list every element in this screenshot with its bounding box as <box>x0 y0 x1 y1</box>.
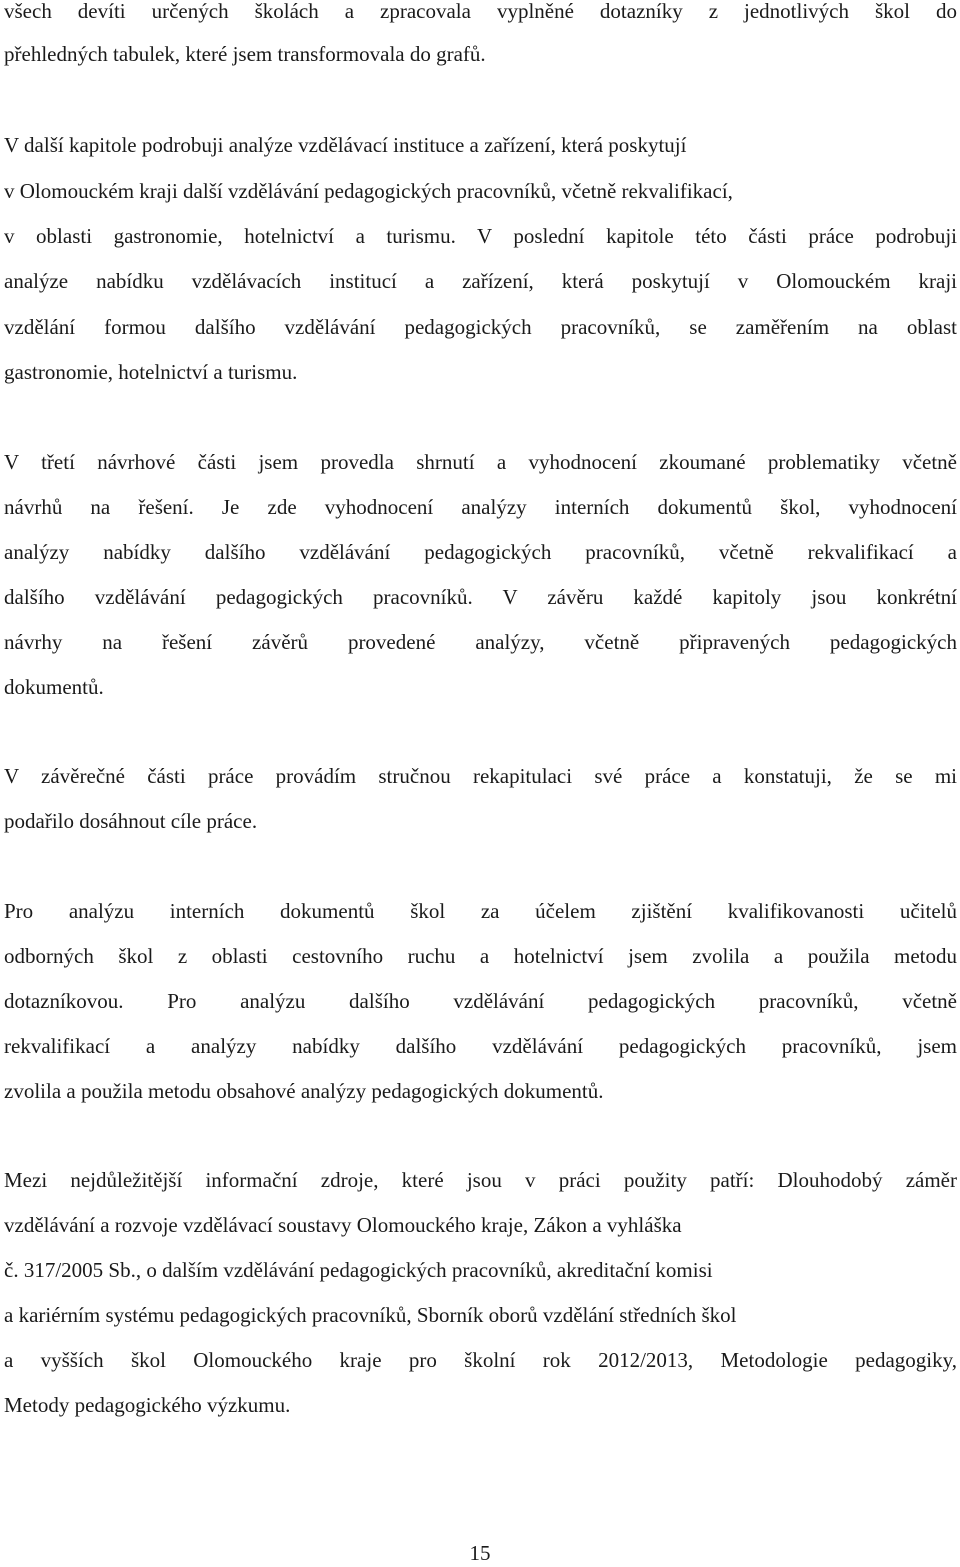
text-line: č. 317/2005 Sb., o dalším vzdělávání pedagogických pracovníků, akreditační komisi <box>4 1258 713 1282</box>
text-line: a kariérním systému pedagogických pracovníků, Sborník oborů vzdělání středních škol <box>4 1303 737 1327</box>
text-line: vzdělávání a rozvoje vzdělávací soustavy Olomouckého kraje, Zákon a vyhláška <box>4 1213 682 1237</box>
text-line: dokumentů. <box>4 675 104 699</box>
text-line: analýzy nabídky dalšího vzdělávání pedagogických pracovníků, včetně rekvalifikací a <box>4 540 957 564</box>
text-line: V další kapitole podrobuji analýze vzdělávací instituce a zařízení, která poskytují <box>4 133 687 157</box>
text-line: gastronomie, hotelnictví a turismu. <box>4 360 298 384</box>
text-line: Metody pedagogického výzkumu. <box>4 1393 291 1417</box>
text-line: rekvalifikací a analýzy nabídky dalšího vzdělávání pedagogických pracovníků, jsem <box>4 1034 957 1058</box>
text-line: Pro analýzu interních dokumentů škol za účelem zjištění kvalifikovanosti učitelů <box>4 899 957 923</box>
text-line: vzdělání formou dalšího vzdělávání pedagogických pracovníků, se zaměřením na oblast <box>4 315 957 339</box>
text-line: všech devíti určených školách a zpracovala vyplněné dotazníky z jednotlivých škol do <box>4 0 957 23</box>
text-line: návrhů na řešení. Je zde vyhodnocení analýzy interních dokumentů škol, vyhodnocení <box>4 495 957 519</box>
text-line: zvolila a použila metodu obsahové analýzy pedagogických dokumentů. <box>4 1079 604 1103</box>
text-line: dalšího vzdělávání pedagogických pracovníků. V závěru každé kapitoly jsou konkrétní <box>4 585 957 609</box>
text-line: dotazníkovou. Pro analýzu dalšího vzdělávání pedagogických pracovníků, včetně <box>4 989 957 1013</box>
text-line: v oblasti gastronomie, hotelnictví a turismu. V poslední kapitole této části práce podrobuji <box>4 224 957 248</box>
text-line: a vyšších škol Olomouckého kraje pro školní rok 2012/2013, Metodologie pedagogiky, <box>4 1348 957 1372</box>
text-line: přehledných tabulek, které jsem transformovala do grafů. <box>4 42 486 66</box>
page-number: 15 <box>469 1541 491 1565</box>
text-line: analýze nabídku vzdělávacích institucí a zařízení, která poskytují v Olomouckém kraji <box>4 269 957 293</box>
text-line: podařilo dosáhnout cíle práce. <box>4 809 258 833</box>
text-line: v Olomouckém kraji další vzdělávání pedagogických pracovníků, včetně rekvalifikací, <box>4 179 733 203</box>
text-line: V třetí návrhové části jsem provedla shrnutí a vyhodnocení zkoumané problematiky včetně <box>4 450 957 474</box>
text-line: návrhy na řešení závěrů provedené analýzy, včetně připravených pedagogických <box>4 630 957 654</box>
text-line: odborných škol z oblasti cestovního ruchu a hotelnictví jsem zvolila a použila metodu <box>4 944 957 968</box>
text-line: V závěrečné části práce provádím stručnou rekapitulaci své práce a konstatuji, že se mi <box>4 764 957 788</box>
text-line: Mezi nejdůležitější informační zdroje, které jsou v práci použity patří: Dlouhodobý záměr <box>4 1168 957 1192</box>
